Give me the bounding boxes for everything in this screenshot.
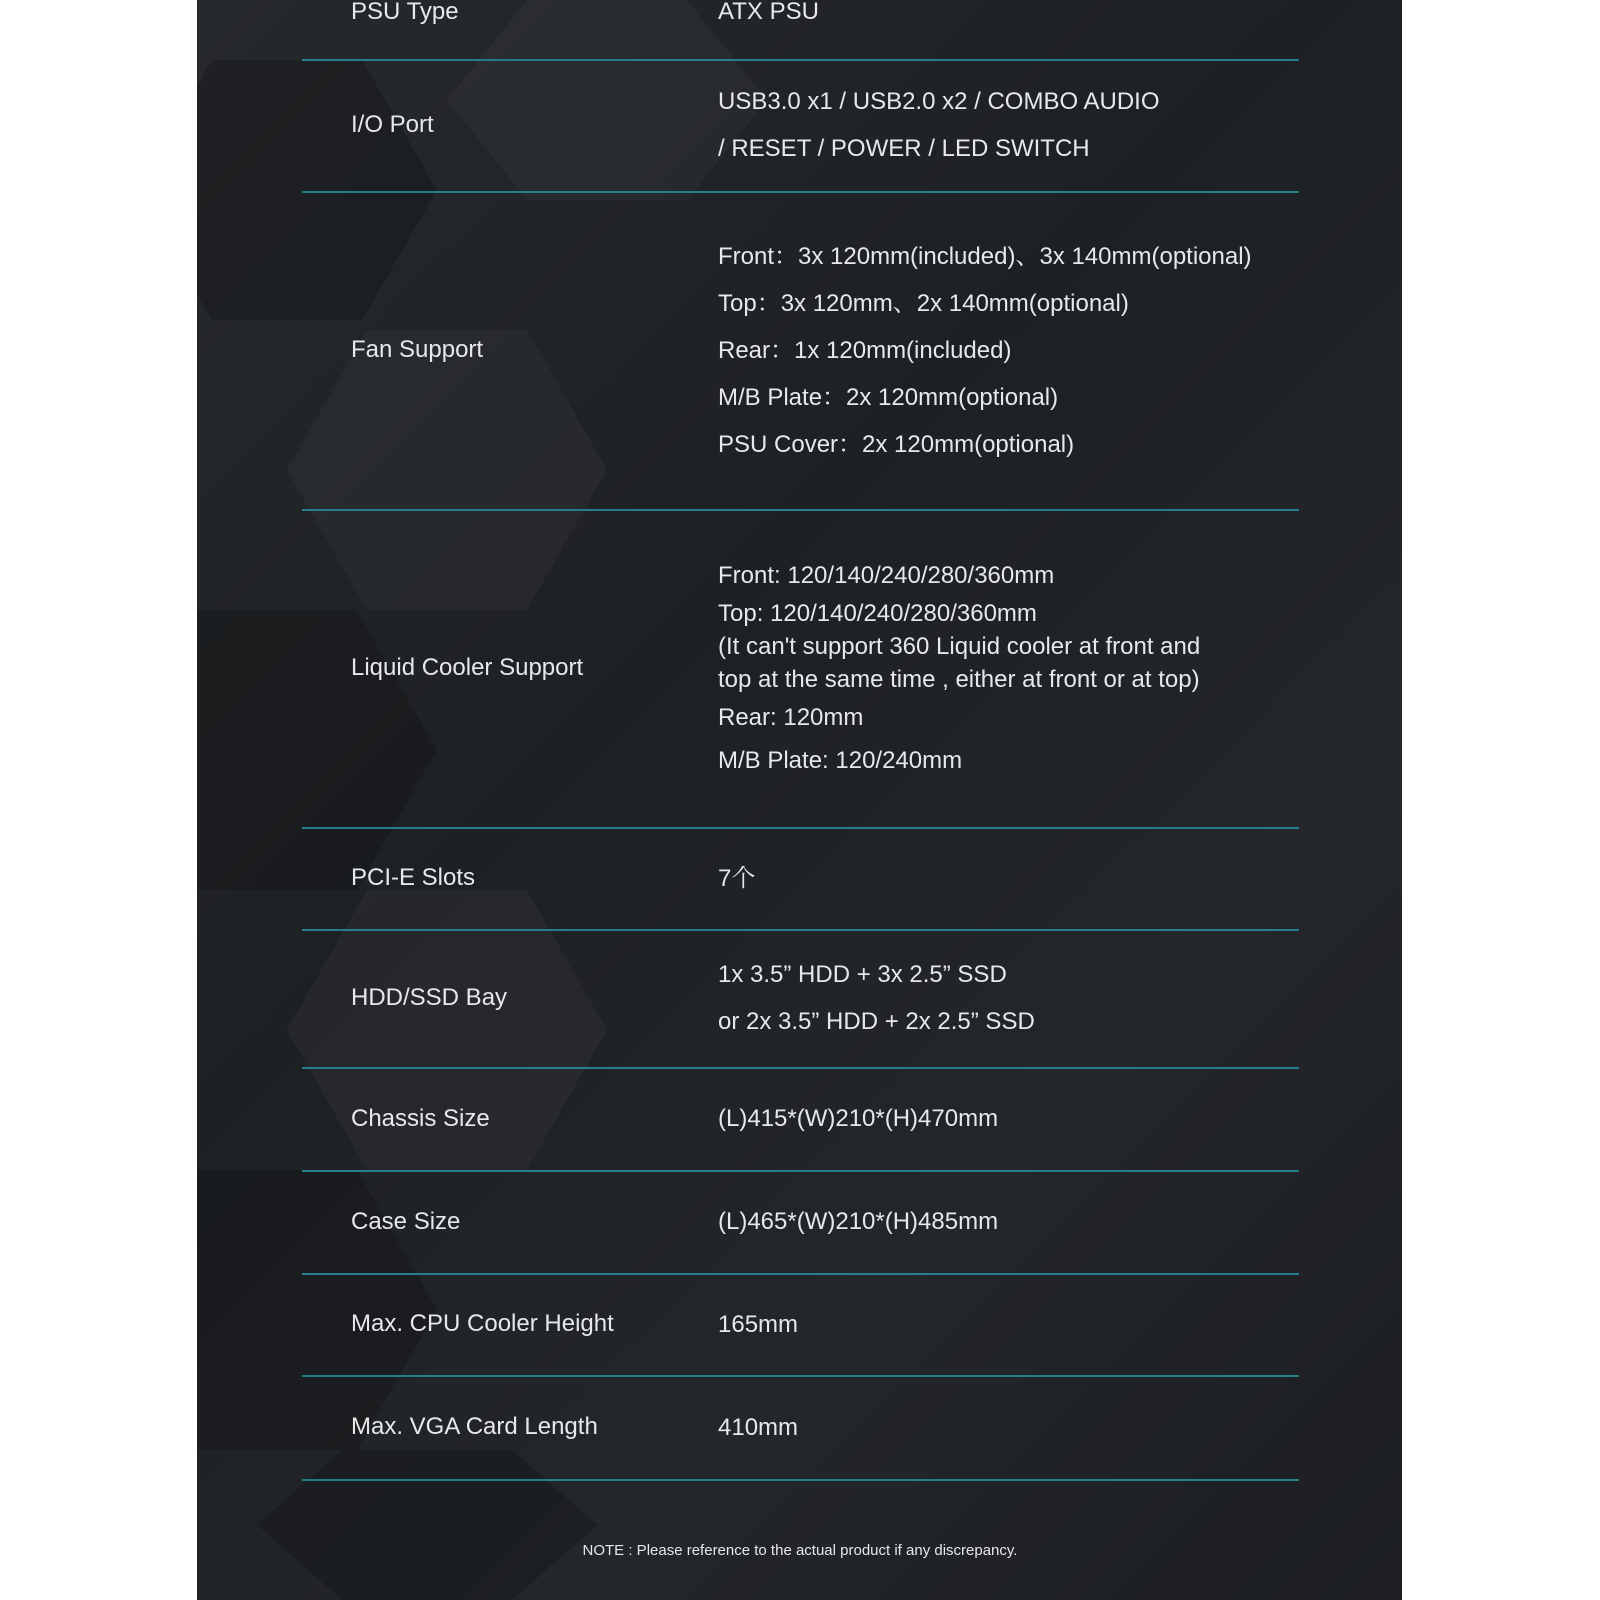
spec-value-line: 1x 3.5” HDD + 3x 2.5” SSD xyxy=(718,961,1007,988)
spec-value-line: M/B Plate：2x 120mm(optional) xyxy=(718,383,1059,411)
spec-value-line: 7个 xyxy=(718,864,756,892)
spec-value-line: Rear: 120mm xyxy=(718,704,864,731)
spec-value xyxy=(718,554,1200,782)
spec-value-line: Top：3x 120mm、2x 140mm(optional) xyxy=(718,289,1129,317)
spec-label: Liquid Cooler Support xyxy=(351,654,584,681)
spec-label: PSU Type xyxy=(351,0,459,25)
spec-value-line: USB3.0 x1 / USB2.0 x2 / COMBO AUDIO xyxy=(718,88,1160,115)
spec-value xyxy=(718,1095,998,1142)
spec-row xyxy=(302,1273,1299,1377)
spec-value xyxy=(718,1198,998,1245)
spec-label: Fan Support xyxy=(351,336,484,363)
spec-row xyxy=(302,0,1299,61)
spec-value xyxy=(718,951,1035,1045)
spec-value-line: (L)415*(W)210*(H)470mm xyxy=(718,1105,999,1132)
spec-value-line: Front：3x 120mm(included)、3x 140mm(optional) xyxy=(718,242,1252,270)
spec-label: PCI-E Slots xyxy=(351,864,476,891)
spec-value xyxy=(718,0,819,30)
spec-row xyxy=(302,191,1299,511)
spec-row xyxy=(302,59,1299,193)
spec-row xyxy=(302,1067,1299,1172)
spec-value-line: M/B Plate: 120/240mm xyxy=(718,747,963,774)
spec-value xyxy=(718,855,755,902)
spec-value-line: (It can't support 360 Liquid cooler at front and xyxy=(718,633,1201,660)
disclaimer-note: NOTE : Please reference to the actual product if any discrepancy. xyxy=(582,1542,1018,1559)
spec-value-line: / RESET / POWER / LED SWITCH xyxy=(718,135,1090,162)
spec-label: I/O Port xyxy=(351,111,434,138)
spec-value-line: Rear：1x 120mm(included) xyxy=(718,336,1012,364)
spec-value xyxy=(718,1301,798,1348)
spec-label: Chassis Size xyxy=(351,1104,490,1132)
spec-value xyxy=(718,78,1159,172)
spec-value-line: (L)465*(W)210*(H)485mm xyxy=(718,1208,999,1235)
spec-value xyxy=(718,233,1252,468)
spec-label: Max. CPU Cooler Height xyxy=(351,1310,614,1337)
spec-label: Max. VGA Card Length xyxy=(351,1413,598,1440)
spec-row xyxy=(302,929,1299,1069)
spec-value-line: or 2x 3.5” HDD + 2x 2.5” SSD xyxy=(718,1008,1035,1035)
spec-value xyxy=(718,1404,798,1451)
spec-value-line: ATX PSU xyxy=(718,0,819,25)
spec-label: HDD/SSD Bay xyxy=(351,984,508,1011)
spec-row xyxy=(302,1375,1299,1481)
spec-value-line: top at the same time , either at front or at top) xyxy=(718,666,1200,693)
spec-label: Case Size xyxy=(351,1207,461,1235)
spec-value-line: Front: 120/140/240/280/360mm xyxy=(718,562,1055,589)
spec-value-line: PSU Cover：2x 120mm(optional) xyxy=(718,430,1075,458)
spec-value-line: 165mm xyxy=(718,1310,799,1338)
spec-row xyxy=(302,509,1299,829)
spec-row xyxy=(302,1170,1299,1275)
spec-value-line: Top: 120/140/240/280/360mm xyxy=(718,600,1037,627)
spec-value-line: 410mm xyxy=(718,1413,799,1441)
spec-row xyxy=(302,827,1299,931)
